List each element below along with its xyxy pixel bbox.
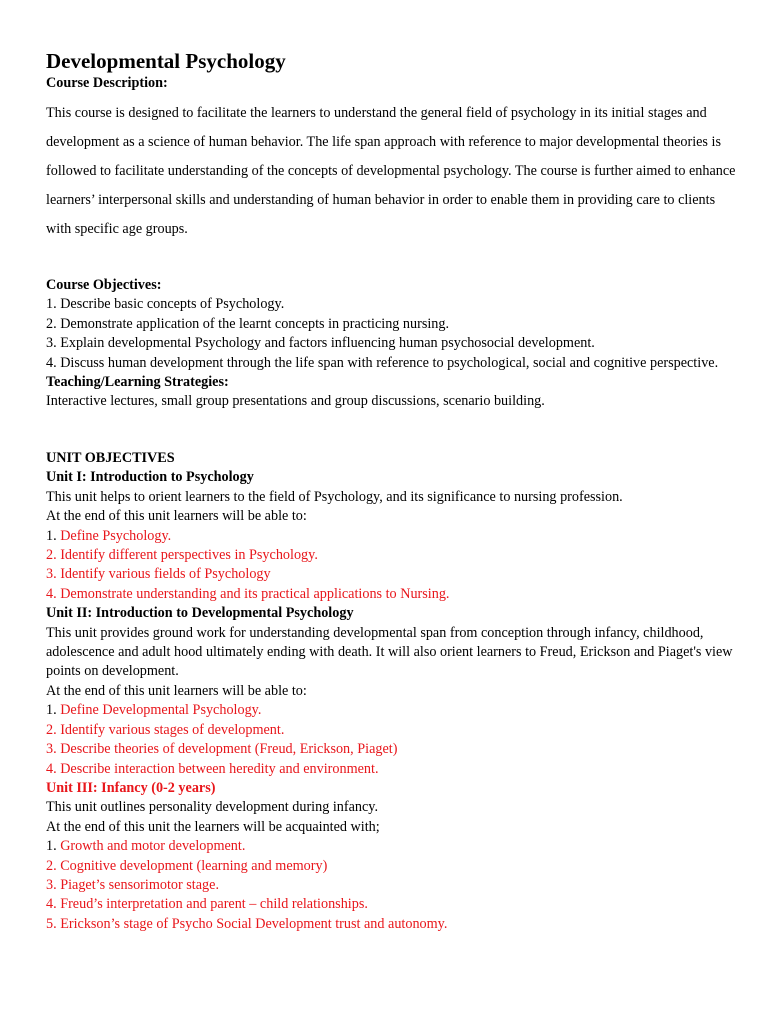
unit2-objective-item xyxy=(46,721,736,740)
unit1-objective-item xyxy=(46,546,736,565)
unit2-objective-item xyxy=(46,701,736,720)
item-text: Define Psychology. xyxy=(60,527,172,544)
item-number: 4. xyxy=(46,760,57,777)
unit1-heading: Unit I: Introduction to Psychology xyxy=(46,469,254,486)
item-text: Growth and motor development. xyxy=(60,838,246,855)
unit3-intro: This unit outlines personality development during infancy. xyxy=(46,799,379,816)
unit2-intro: This unit provides ground work for understanding developmental span from conception through infancy, childhood, adolescence and adult hood ultimately ending with death. It will also orient learners to Freud, Erickson and Piaget's view points on development. xyxy=(46,624,733,680)
unit2-lead: At the end of this unit learners will be able to: xyxy=(46,682,307,699)
unit3-objective-item xyxy=(46,876,736,895)
unit2-objectives-list xyxy=(46,701,736,779)
course-objectives-section xyxy=(46,276,736,412)
unit3-lead: At the end of this unit the learners will be acquainted with; xyxy=(46,818,380,835)
unit3-objective-item xyxy=(46,837,736,856)
course-objectives-list xyxy=(46,295,736,373)
course-objective-item: 1. Describe basic concepts of Psychology. xyxy=(46,296,285,313)
course-objectives-heading: Course Objectives: xyxy=(46,277,162,293)
unit2-heading: Unit II: Introduction to Developmental Psychology xyxy=(46,605,354,622)
unit1-objective-item xyxy=(46,527,736,546)
item-text: Identify different perspectives in Psychology. xyxy=(60,547,318,564)
course-objective-item: 3. Explain developmental Psychology and factors influencing human psychosocial development. xyxy=(46,335,595,352)
strategies-text: Interactive lectures, small group presentations and group discussions, scenario building. xyxy=(46,393,545,410)
item-text: Piaget’s sensorimotor stage. xyxy=(60,876,219,893)
item-number: 3. xyxy=(46,566,57,583)
item-text: Demonstrate understanding and its practical applications to Nursing. xyxy=(60,585,450,602)
course-description-heading: Course Description: xyxy=(46,75,168,91)
unit2-objective-item xyxy=(46,760,736,779)
unit1-intro: This unit helps to orient learners to the field of Psychology, and its significance to nursing profession. xyxy=(46,488,623,505)
item-number: 1. xyxy=(46,527,57,544)
item-text: Freud’s interpretation and parent – child relationships. xyxy=(60,896,368,913)
item-text: Define Developmental Psychology. xyxy=(60,702,262,719)
item-number: 2. xyxy=(46,857,57,874)
item-text: Describe theories of development (Freud, Erickson, Piaget) xyxy=(60,741,398,758)
unit3-objectives-list xyxy=(46,837,736,934)
item-number: 3. xyxy=(46,876,57,893)
item-number: 4. xyxy=(46,585,57,602)
item-number: 5. xyxy=(46,915,57,932)
item-number: 1. xyxy=(46,702,57,719)
item-text: Erickson’s stage of Psycho Social Development trust and autonomy. xyxy=(60,915,448,932)
unit1-objective-item xyxy=(46,565,736,584)
item-text: Describe interaction between heredity and environment. xyxy=(60,760,379,777)
item-text: Identify various fields of Psychology xyxy=(60,566,271,583)
item-number: 1. xyxy=(46,838,57,855)
unit-objectives-section xyxy=(46,449,736,934)
unit3-objective-item xyxy=(46,895,736,914)
course-description-text: This course is designed to facilitate the learners to understand the general field of psychology in its initial stages and development as a science of human behavior. The life span approach with reference to major developmental theories is followed to facilitate understanding of the concepts of developmental psychology. The course is further aimed to enhance learners’ interpersonal skills and understanding of human behavior in order to enable them in providing care to clients with specific age groups. xyxy=(46,105,736,237)
unit3-objective-item xyxy=(46,857,736,876)
unit1-lead: At the end of this unit learners will be able to: xyxy=(46,508,307,525)
unit-objectives-heading: UNIT OBJECTIVES xyxy=(46,450,175,466)
item-number: 4. xyxy=(46,896,57,913)
unit2-objective-item xyxy=(46,740,736,759)
item-number: 3. xyxy=(46,741,57,758)
item-number: 2. xyxy=(46,721,57,738)
document-title: Developmental Psychology xyxy=(46,49,286,73)
item-text: Identify various stages of development. xyxy=(60,721,285,738)
unit3-heading: Unit III: Infancy (0-2 years) xyxy=(46,779,216,796)
item-text: Cognitive development (learning and memory) xyxy=(60,857,328,874)
unit1-objectives-list xyxy=(46,527,736,605)
unit3-objective-item xyxy=(46,915,736,934)
course-objective-item: 2. Demonstrate application of the learnt concepts in practicing nursing. xyxy=(46,315,450,332)
strategies-heading: Teaching/Learning Strategies: xyxy=(46,374,229,391)
course-objective-item: 4. Discuss human development through the life span with reference to psychological, social and cognitive perspective. xyxy=(46,354,719,371)
item-number: 2. xyxy=(46,547,57,564)
unit1-objective-item xyxy=(46,585,736,604)
